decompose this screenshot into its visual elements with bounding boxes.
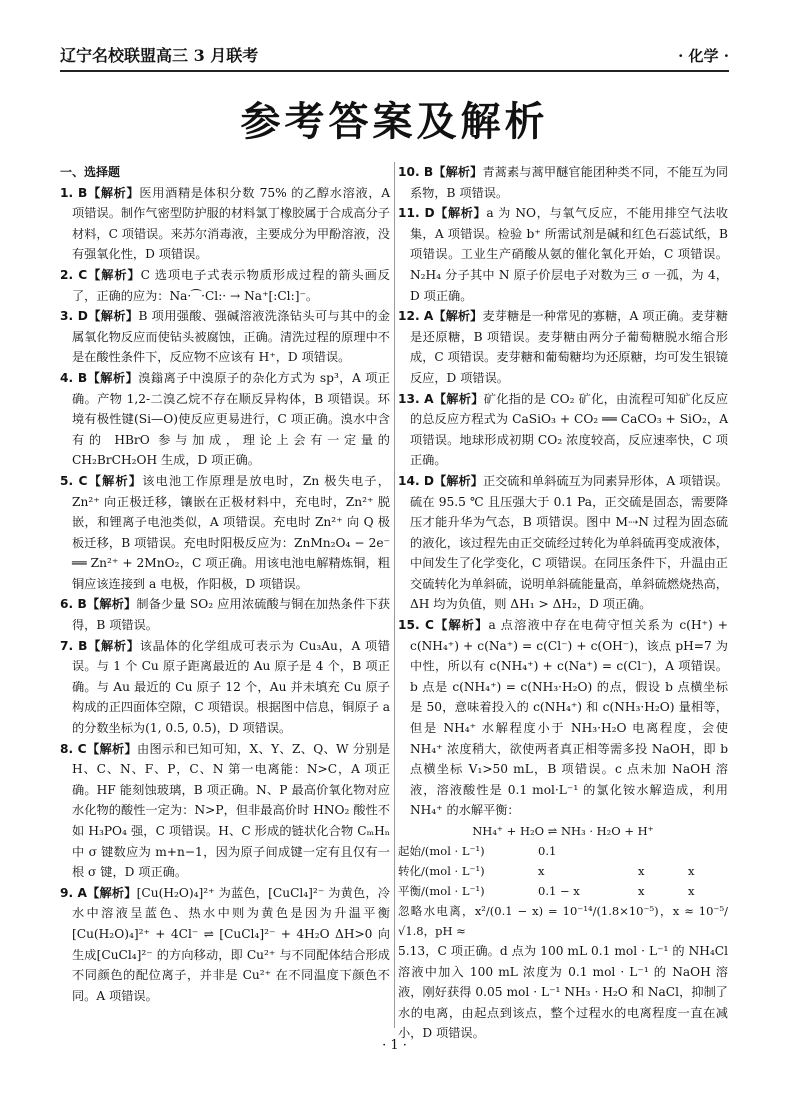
header-right: · 化学 · — [678, 47, 729, 65]
header-left: 辽宁名校联盟高三 3 月联考 — [60, 46, 259, 65]
answer-item: 7. B【解析】该晶体的化学组成可表示为 Cu₃Au，A 项错误。与 1 个 Cu 原子距离最近的 Au 原子是 4 个，B 项正确。与 Au 最近的 Cu 原子 12 个，Au 并未填充 Cu 原子构成的正四面体空隙，C 项错误。根据图中信息，铜原子 a 的分数坐标为(1, 0.5, 0.5)，D 项错误。 — [60, 638, 390, 736]
eq-row-label: 转化/(mol · L⁻¹) — [398, 864, 485, 878]
column-divider — [394, 162, 395, 1028]
page-title: 参考答案及解析 — [240, 99, 549, 145]
answer-item: 11. D【解析】a 为 NO，与氧气反应，不能用排空气法收集，A 项错误。检验 b⁺ 所需试剂是碱和红色石蕊试纸，B 项错误。工业生产硝酸从氨的催化氧化开始，C 项错误。N₂H₄ 分子其中 N 原子价层电子对数为三 σ 一孤，为 4，D 项正确。 — [398, 206, 728, 303]
equilibrium-equation: NH₄⁺ + H₂O ⇌ NH₃ · H₂O + H⁺ — [472, 824, 654, 838]
answer-item: 13. A【解析】矿化指的是 CO₂ 矿化，由流程可知矿化反应的总反应方程式为 CaSiO₃ + CO₂ ══ CaCO₃ + SiO₂，A 项错误。地球形成初期 CO₂ 浓度较高，反应速率快，C 项正确。 — [398, 391, 729, 468]
answer-tail: 5.13，C 项正确。d 点为 100 mL 0.1 mol · L⁻¹ 的 NH₄Cl 溶液中加入 100 mL 浓度为 0.1 mol · L⁻¹ 的 NaOH 溶液，刚好获得 0.05 mol · L⁻¹ NH₃ · H₂O 和 NaCl，抑制了水的电离，由起点到该点，整个过程水的电离程度一直在减小，D 项错误。 — [398, 944, 728, 1041]
answer-item: 3. D【解析】B 项用强酸、强碱溶液洗涤钻头可与其中的金属氧化物反应而使钻头被腐蚀，正确。清洗过程的原理中不是在酸性条件下，反应物不应该有 H⁺，D 项错误。 — [60, 309, 390, 365]
page-header — [60, 44, 729, 72]
equilibrium-table: 起始/(mol · L⁻¹) 0.1 转化/(mol · L⁻¹) x x x 平衡/(mol · L⁻¹) 0.1 − x x x — [398, 841, 728, 901]
page-number: · 1 · — [382, 1038, 407, 1053]
answer-item: 15. C【解析】a 点溶液中存在电荷守恒关系为 c(H⁺) + c(NH₄⁺) + c(Na⁺) = c(Cl⁻) + c(OH⁻)，该点 pH=7 为中性，所以有 c(NH₄⁺) + c(Na⁺) = c(Cl⁻)，A 项错误。b 点是 c(NH₄⁺) = c(NH₃·H₂O) 的点，假设 b 点横坐标是 50，意味着投入的 c(NH₄⁺) 和 c(NH₃·H₂O) 量相等，但是 NH₄⁺ 水解程度小于 NH₃·H₂O 电离程度，会使 NH₄⁺ 浓度稍大，欲使两者真正相等需多投 NaOH，即 b 点横坐标 V₁>50 mL，B 项错误。c 点未加 NaOH 溶液，溶液酸性是 0.1 mol·L⁻¹ 的氯化铵水解造成，利用 NH₄⁺ 的水解平衡： — [398, 618, 729, 818]
answer-item: 6. B【解析】制备少量 SO₂ 应用浓硫酸与铜在加热条件下获得，B 项错误。 — [60, 597, 390, 633]
section-title: 一、选择题 — [60, 165, 121, 179]
eq-row-label: 起始/(mol · L⁻¹) — [398, 844, 485, 858]
answer-item: 10. B【解析】青蒿素与蒿甲醚官能团种类不同，不能互为同系物，B 项错误。 — [398, 165, 729, 200]
approximation-line: 忽略水电离，x²/(0.1 − x) = 10⁻¹⁴/(1.8×10⁻⁵)，x ≈ 10⁻⁵/√1.8，pH ≈ — [398, 904, 728, 938]
equilibrium-block — [398, 821, 728, 1044]
eq-row-label: 平衡/(mol · L⁻¹) — [398, 884, 485, 898]
answer-item: 12. A【解析】麦芽糖是一种常见的寡糖，A 项正确。麦芽糖是还原糖，B 项错误。麦芽糖由两分子葡萄糖脱水缩合形成，C 项错误。麦芽糖和葡萄糖均为还原糖，均可发生银镜反应，D 项错误。 — [398, 309, 728, 385]
left-column — [60, 162, 390, 1006]
answer-item: 8. C【解析】由图示和已知可知，X、Y、Z、Q、W 分别是 H、C、N、F、P，C、N 第一电离能：N>C，A 项正确。HF 能刻蚀玻璃，B 项正确。N、P 最高价氧化物对应水化物的酸性一定为：N>P，但非最高价时 HNO₂ 酸性不如 H₃PO₄ 强，C 项错误。H、C 形成的链状化合物 CₘHₙ 中 σ 键数应为 m+n−1，因为原子间成键一定有且仅有一根 σ 键，D 项正确。 — [60, 741, 390, 880]
answer-item: 9. A【解析】[Cu(H₂O)₄]²⁺ 为蓝色，[CuCl₄]²⁻ 为黄色，冷水中溶液呈蓝色、热水中则为黄色是因为升温平衡 [Cu(H₂O)₄]²⁺ + 4Cl⁻ ⇌ [CuCl₄]²⁻ + 4H₂O ΔH>0 向生成[CuCl₄]²⁻ 的方向移动，即 Cu²⁺ 与不同配体结合形成不同颜色的配位离子，并非是 Cu²⁺ 在不同温度下颜色不同。A 项错误。 — [60, 885, 390, 1003]
answer-item: 14. D【解析】正交硫和单斜硫互为同素异形体，A 项错误。硫在 95.5 ℃ 且压强大于 0.1 Pa，正交硫是固态，需要降压才能升华为气态，B 项错误。图中 M⇢N 过程为固态硫的液化，该过程先由正交硫经过转化为单斜硫再变成液体，中间发生了化学变化，C 项错误。在同压条件下，升温由正交硫转化为单斜硫，说明单斜硫能量高，单斜硫燃烧热高，ΔH 均为负值，则 ΔH₁ > ΔH₂，D 项正确。 — [398, 473, 728, 612]
answer-item: 2. C【解析】C 选项电子式表示物质形成过程的箭头画反了，正确的应为：Na·⁀·Cl:· → Na⁺[:Cl:]⁻。 — [60, 267, 390, 303]
right-column — [398, 162, 728, 1044]
answer-item: 1. B【解析】医用酒精是体积分数 75% 的乙醇水溶液，A 项错误。制作气密型防护服的材料氯丁橡胶属于合成高分子材料，C 项错误。来苏尔消毒液，主要成分为甲酚溶液，没有强氧化性，D 项错误。 — [60, 185, 390, 262]
answer-item: 4. B【解析】溴鎓离子中溴原子的杂化方式为 sp³，A 项正确。产物 1,2-二溴乙烷不存在顺反异构体，B 项错误。环境有极性键(Si—O)使反应更易进行，C 项正确。溴水中含有的 HBrO 参与加成，理论上会有一定量的 CH₂BrCH₂OH 生成，D 项正确。 — [60, 370, 390, 468]
answer-item: 5. C【解析】该电池工作原理是放电时，Zn 极失电子，Zn²⁺ 向正极迁移，镶嵌在正极材料中，充电时，Zn²⁺ 脱嵌，和锂离子电池类似，A 项错误。充电时 Zn²⁺ 向 Q 极板迁移，B 项错误。充电时阳极反应为：ZnMn₂O₄ − 2e⁻ ══ Zn²⁺ + 2MnO₂，C 项正确。用该电池电解精炼铜，粗铜应该连接到 a 电极，作阳极，D 项错误。 — [60, 473, 390, 591]
